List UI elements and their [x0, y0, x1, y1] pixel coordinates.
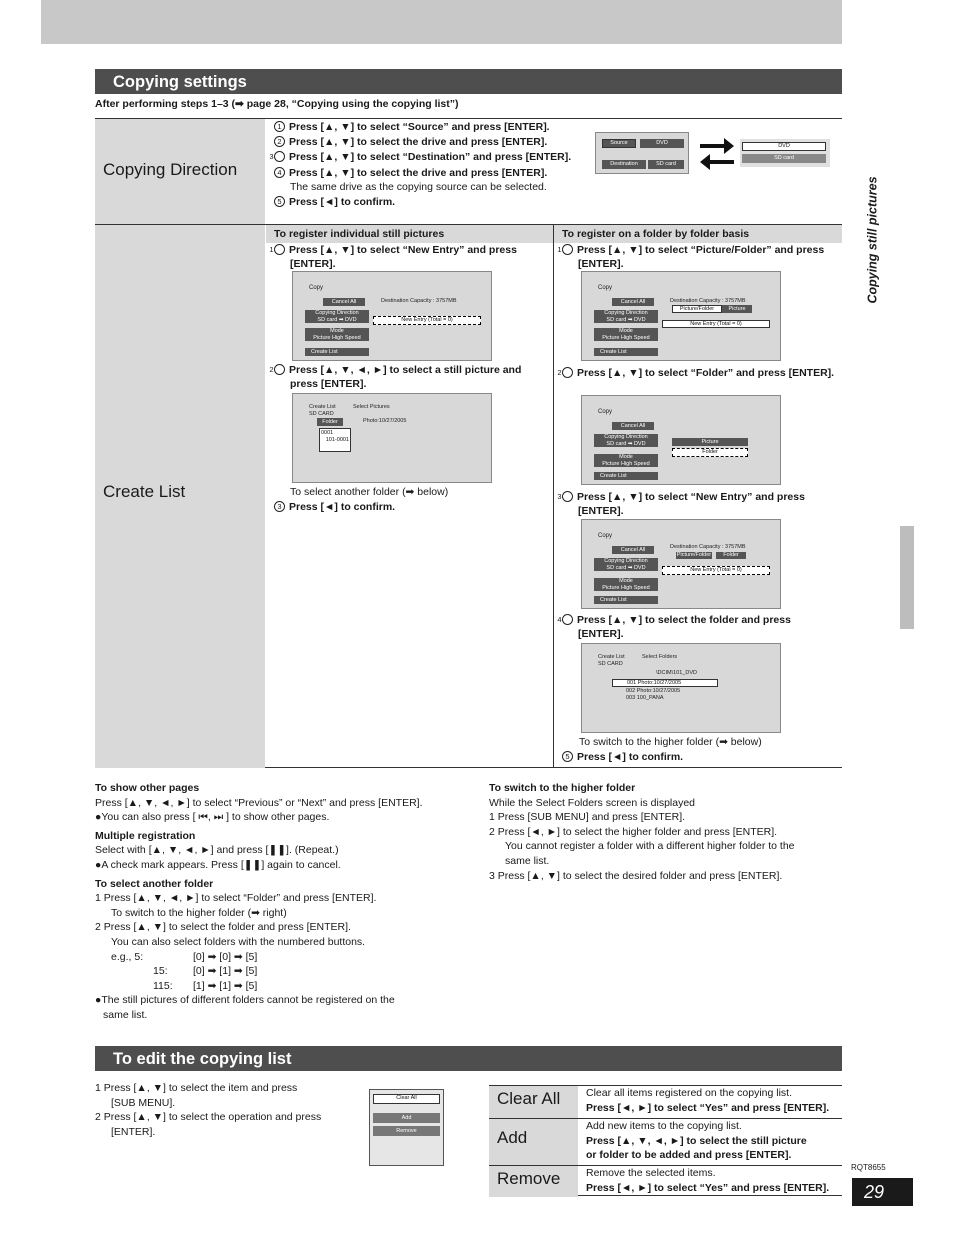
transfer-arrows-icon	[698, 135, 736, 171]
side-label: Copying still pictures	[865, 176, 880, 304]
op-row-clear-all: Clear All Clear all items registered on the copying list. Press [◄, ►] to select “Yes” and press [ENTER].	[489, 1086, 842, 1118]
new-entry-row: New Entry (Total = 0)	[373, 316, 481, 325]
destination-field: Destination	[602, 160, 646, 169]
col2-heading: To register on a folder by folder basis	[554, 225, 842, 243]
select-folders-screen: Create List Select Folders SD CARD \DCIM\101_DVD 001 Photo:10/27/2005 002 Photo:10/27/2005 003 100_PANA	[581, 643, 781, 733]
label-cell-direction	[95, 119, 265, 224]
op-row-remove: Remove Remove the selected items. Press [◄, ►] to select “Yes” and press [ENTER].	[489, 1165, 842, 1197]
copy-screen-new-entry: Copy Cancel All Destination Capacity : 3757MB Copying Direction SD card ➡ DVD New Entry (Total = 0) Mode Picture High Speed Create List	[292, 271, 492, 361]
operations-table	[489, 1085, 842, 1196]
source-value: DVD	[640, 139, 684, 148]
direction-step-2: 2 Press [▲, ▼] to select the drive and press [ENTER].	[274, 135, 589, 149]
column-divider	[553, 225, 554, 768]
cancel-all-btn: Cancel All	[323, 298, 365, 306]
source-field: Source	[602, 139, 636, 148]
direction-step-5: 5 Press [◄] to confirm.	[274, 195, 589, 209]
edit-steps: 1 Press [▲, ▼] to select the item and press [SUB MENU]. 2 Press [▲, ▼] to select the operation and press [ENTER].	[95, 1082, 322, 1138]
direction-step-3: 3 Press [▲, ▼] to select “Destination” and press [ENTER].	[269, 151, 572, 164]
col1-step-3-pre: To select another folder (➡ below)	[290, 486, 449, 498]
drive-option-sd: SD card	[742, 154, 826, 163]
section-title-copying-settings: Copying settings	[95, 69, 842, 94]
folder-option: Folder	[672, 448, 748, 457]
direction-step-list	[269, 120, 589, 209]
op-row-add: Add Add new items to the copying list. Press [▲, ▼, ◄, ►] to select the still picture or folder to be added and press [ENTER].	[489, 1118, 842, 1165]
col2-step-3: 3 Press [▲, ▼] to select “New Entry” and press [ENTER].	[557, 491, 805, 518]
label-create-list: Create List	[103, 482, 186, 501]
direction-screen	[595, 132, 689, 174]
col2-step-5: 5 Press [◄] to confirm.	[562, 750, 683, 764]
col1-step-3: 3 Press [◄] to confirm.	[274, 500, 395, 514]
header-band	[41, 0, 842, 44]
col2-step-5-pre: To switch to the higher folder (➡ below)	[579, 736, 762, 748]
copy-screen-folder-select: Copy Cancel All Copying Direction SD card ➡ DVD Picture Folder Mode Picture High Speed Create List	[581, 395, 781, 485]
select-pictures-screen: Create List Select Pictures SD CARD Folder Photo:10/27/2005 0001 101-0001	[292, 393, 492, 483]
chapter-tab	[900, 526, 914, 629]
destination-value: SD card	[648, 160, 684, 169]
col2-step-4: 4 Press [▲, ▼] to select the folder and press [ENTER].	[557, 614, 791, 641]
notes-left: To show other pages Press [▲, ▼, ◄, ►] to select “Previous” or “Next” and press [ENTER]. ●You can also press [ ⏮, ⏭ ] to show other pages. Multiple registration Select with [▲, ▼, ◄, ►] and press [❚❚]. (Repeat.) ●A check mark appears. Press [❚❚] again to cancel. To select another folder 1 Press [▲, ▼, ◄, ►] to select “Folder” and press [ENTER]. To switch to the higher folder (➡ right) 2 Press [▲, ▼] to select the folder and press [ENTER]. You can also select folders with the numbered buttons. e.g., 5: [0] ➡ [0] ➡ [5] 15: [0] ➡ [1] ➡ [5] 115: [1] ➡ [1] ➡ [5] ●The still pictures of different folders cannot be registered on the same list.	[95, 782, 423, 1021]
col1-step-1: 1 Press [▲, ▼] to select “New Entry” and press [ENTER].	[269, 244, 517, 271]
section-title-edit-list: To edit the copying list	[95, 1046, 842, 1071]
direction-step-4-note: The same drive as the copying source can be selected.	[290, 180, 547, 193]
direction-step-4: 4 Press [▲, ▼] to select the drive and press [ENTER].	[274, 166, 589, 180]
label-copying-direction: Copying Direction	[103, 160, 238, 179]
menu-remove[interactable]: Remove	[373, 1126, 440, 1136]
copy-screen-new-entry-folder: Copy Cancel All Destination Capacity : 3757MB Picture/Folder Folder Copying Direction SD card ➡ DVD New Entry (Total = 0) Mode Picture High Speed Create List	[581, 519, 781, 609]
edit-submenu	[369, 1089, 444, 1166]
page-number: 29	[852, 1178, 913, 1206]
drive-options-screen	[740, 139, 830, 167]
menu-add[interactable]: Add	[373, 1113, 440, 1123]
col1-heading: To register individual still pictures	[266, 225, 553, 243]
copy-screen-picture-folder: Copy Cancel All Destination Capacity : 3757MB Picture/Folder Picture Copying Direction SD card ➡ DVD New Entry (Total = 0) Mode Picture High Speed Create List	[581, 271, 781, 361]
col2-step-2: 2 Press [▲, ▼] to select “Folder” and press [ENTER].	[557, 367, 835, 379]
label-cell-create-list	[95, 225, 265, 768]
direction-step-1: 1 Press [▲, ▼] to select “Source” and press [ENTER].	[274, 120, 589, 134]
menu-clear-all[interactable]: Clear All	[373, 1094, 440, 1104]
col2-step-1: 1 Press [▲, ▼] to select “Picture/Folder” and press [ENTER].	[557, 244, 825, 271]
settings-table	[95, 118, 842, 768]
thumbnail-selected: 0001 101-0001	[319, 428, 351, 452]
notes-right: To switch to the higher folder While the Select Folders screen is displayed 1 Press [SUB MENU] and press [ENTER]. 2 Press [◄, ►] to select the higher folder and press [ENTER]. You cannot register a folder with a different higher folder to the same list. 3 Press [▲, ▼] to select the desired folder and press [ENTER].	[489, 782, 795, 882]
drive-option-dvd: DVD	[742, 142, 826, 151]
col1-step-2: 2 Press [▲, ▼, ◄, ►] to select a still picture and press [ENTER].	[269, 364, 522, 391]
document-code: RQT8655	[851, 1163, 886, 1172]
intro-text: After performing steps 1–3 (➡ page 28, “Copying using the copying list”)	[95, 98, 459, 110]
